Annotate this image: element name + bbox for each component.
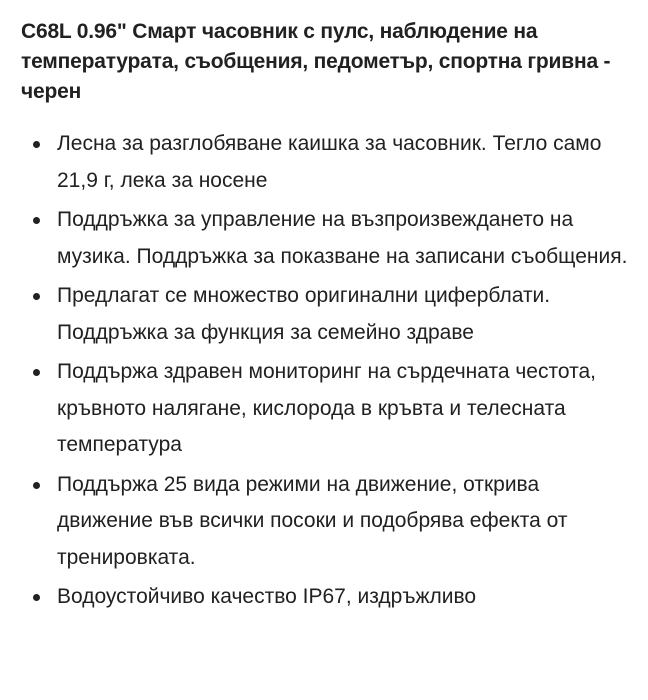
bullet-icon — [33, 217, 40, 224]
feature-item — [0, 202, 648, 275]
feature-text: Поддръжка за управление на възпроизвеждането на музика. Поддръжка за показване на записани съобщения. — [57, 208, 628, 268]
bullet-icon — [33, 482, 40, 489]
bullet-icon — [33, 369, 40, 376]
feature-item — [0, 354, 648, 464]
feature-text: Предлагат се множество оригинални циферблати. Поддръжка за функция за семейно здраве — [57, 284, 551, 344]
product-title: C68L 0.96" Смарт часовник с пулс, наблюдение на температурата, съобщения, педометър, спортна гривна - черен — [21, 20, 611, 103]
feature-item — [0, 467, 648, 577]
feature-item — [0, 579, 648, 616]
feature-item — [0, 278, 648, 351]
bullet-icon — [33, 594, 40, 601]
feature-item — [0, 126, 648, 199]
feature-list — [0, 126, 648, 619]
bullet-icon — [33, 141, 40, 148]
feature-text: Поддържа 25 вида режими на движение, открива движение във всички посоки и подобрява ефекта от тренировката. — [57, 472, 568, 569]
feature-text: Лесна за разглобяване каишка за часовник. Тегло само 21,9 г, лека за носене — [57, 132, 602, 192]
feature-text: Водоустойчиво качество IP67, издръжливо — [57, 585, 477, 608]
bullet-icon — [33, 293, 40, 300]
feature-text: Поддържа здравен мониторинг на сърдечната честота, кръвното налягане, кислорода в кръвта и телесната температура — [57, 360, 596, 456]
